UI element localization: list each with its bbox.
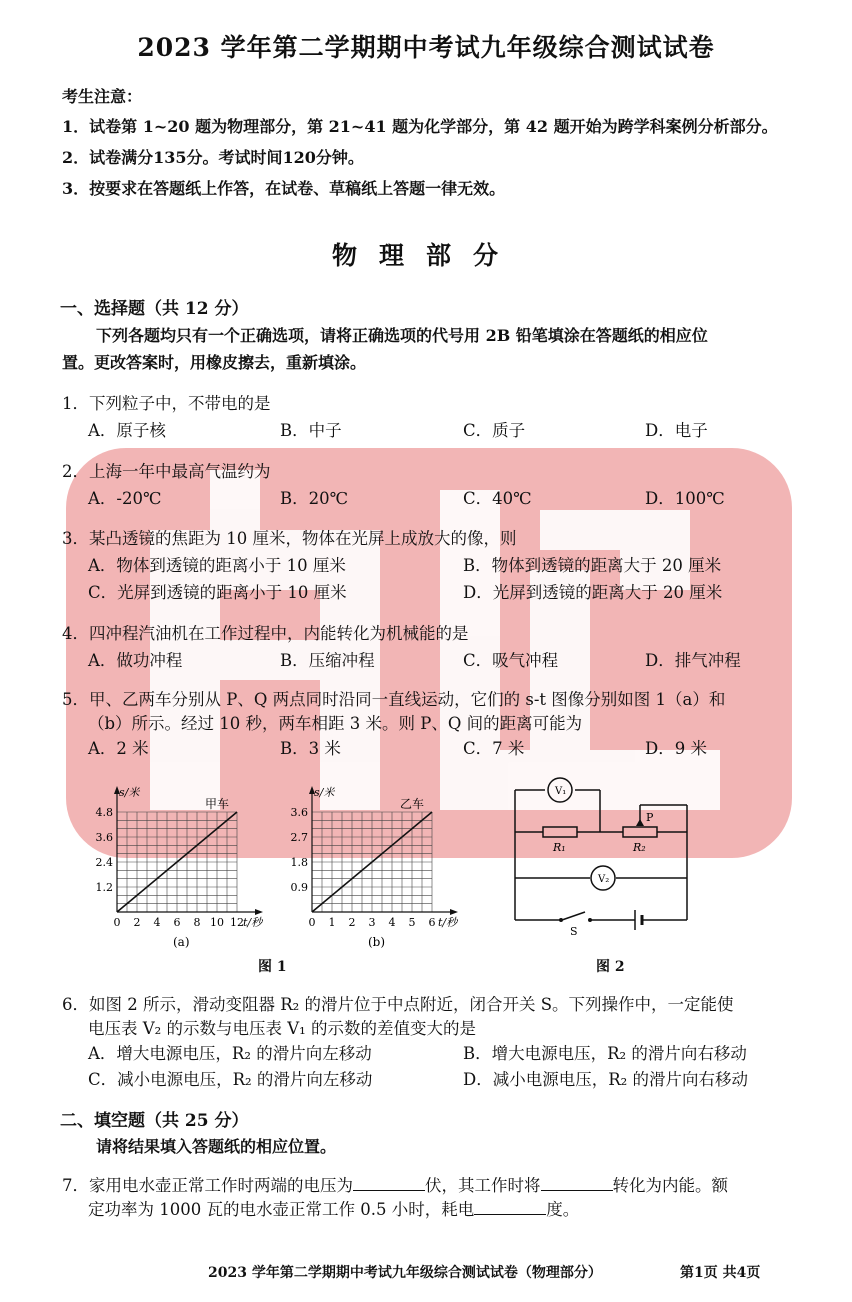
part2-heading: 二、填空题（共 25 分） (60, 1111, 249, 1131)
y-axis-label: s/米 (314, 786, 335, 799)
question-4-option-d: D．排气冲程 (645, 651, 741, 670)
question-2-stem: 2．上海一年中最高气温约为 (62, 462, 271, 481)
question-7-text-a: 7．家用电水壶正常工作时两端的电压为 (62, 1176, 353, 1195)
x-tick-label: 1 (328, 916, 336, 929)
question-7-line1 (62, 1172, 728, 1196)
answer-blank-2[interactable] (541, 1176, 613, 1191)
question-7-text-e: 度。 (546, 1200, 580, 1219)
question-3-option-c: C．光屏到透镜的距离小于 10 厘米 (88, 583, 347, 602)
question-7-line2 (88, 1196, 579, 1220)
x-tick-label: 4 (153, 916, 161, 929)
question-7-text-b: 伏，其工作时将 (425, 1176, 541, 1195)
section-title: 物理部分 (331, 241, 520, 270)
part2-instruction: 请将结果填入答题纸的相应位置。 (96, 1137, 337, 1156)
y-tick-label: 1.8 (290, 856, 308, 869)
switch-s-icon (562, 912, 585, 920)
question-6-option-a: A．增大电源电压，R₂ 的滑片向左移动 (88, 1044, 372, 1063)
y-tick-label: 1.2 (95, 881, 113, 894)
footer-title: 2023 学年第二学期期中考试九年级综合测试试卷（物理部分） (208, 1265, 602, 1281)
x-tick-label: 2 (348, 916, 356, 929)
x-tick-label: 6 (428, 916, 436, 929)
x-axis-label: t/秒 (243, 916, 263, 929)
x-tick-label: 5 (408, 916, 416, 929)
notice-item-2: 2．试卷满分135分。考试时间120分钟。 (62, 148, 364, 167)
question-1-option-c: C．质子 (463, 421, 526, 440)
question-1-stem: 1．下列粒子中，不带电的是 (62, 394, 271, 413)
notice-item-3: 3．按要求在答题纸上作答，在试卷、草稿纸上答题一律无效。 (62, 179, 506, 198)
question-5-option-d: D．9 米 (645, 739, 707, 758)
question-1-option-a: A．原子核 (88, 421, 166, 440)
series-title: 甲车 (205, 797, 230, 811)
question-2-option-a: A．-20℃ (88, 489, 162, 508)
question-4-option-b: B．压缩冲程 (280, 651, 375, 670)
y-tick-label: 2.4 (95, 856, 113, 869)
notice-item-1: 1．试卷第 1~20 题为物理部分，第 21~41 题为化学部分，第 42 题开始为跨学科案例分析部分。 (62, 117, 778, 136)
resistor-r1-icon (543, 827, 577, 837)
s-label: S (570, 925, 578, 938)
v1-label: V₁ (555, 786, 567, 797)
x-tick-label: 8 (193, 916, 201, 929)
figure-2-circuit (505, 775, 705, 940)
question-4-option-c: C．吸气冲程 (463, 651, 559, 670)
series-title: 乙车 (400, 797, 425, 811)
x-tick-label: 10 (210, 916, 224, 929)
part1-heading: 一、选择题（共 12 分） (60, 299, 249, 319)
question-3-stem: 3．某凸透镜的焦距为 10 厘米，物体在光屏上成放大的像，则 (62, 529, 517, 548)
chart-caption: (a) (173, 935, 190, 949)
chart-caption: (b) (368, 935, 386, 949)
x-axis-arrow (450, 909, 458, 915)
question-5-stem: 5．甲、乙两车分别从 P、Q 两点同时沿同一直线运动，它们的 s-t 图像分别如图 1（a）和 (62, 690, 726, 709)
question-6-option-b: B．增大电源电压，R₂ 的滑片向右移动 (463, 1044, 747, 1063)
rheostat-r2-icon (623, 827, 657, 837)
x-axis-label: t/秒 (438, 916, 458, 929)
part1-instruction-line1: 下列各题均只有一个正确选项，请将正确选项的代号用 2B 铅笔填涂在答题纸的相应位 (96, 326, 708, 345)
question-4-option-a: A．做功冲程 (88, 651, 183, 670)
y-axis-label: s/米 (119, 786, 140, 799)
y-tick-label: 4.8 (95, 806, 113, 819)
x-tick-label: 3 (368, 916, 376, 929)
question-6-stem: 6．如图 2 所示，滑动变阻器 R₂ 的滑片位于中点附近，闭合开关 S。下列操作中，一定能使 (62, 995, 734, 1014)
question-2-option-c: C．40℃ (463, 489, 532, 508)
question-6-option-d: D．减小电源电压，R₂ 的滑片向右移动 (463, 1070, 749, 1089)
x-tick-label: 0 (113, 916, 121, 929)
x-tick-label: 4 (388, 916, 396, 929)
x-tick-label: 6 (173, 916, 181, 929)
question-6-stem-line2: 电压表 V₂ 的示数与电压表 V₁ 的示数的差值变大的是 (88, 1019, 477, 1038)
y-tick-label: 3.6 (95, 831, 113, 844)
question-7-text-c: 转化为内能。额 (612, 1176, 728, 1195)
question-5-stem-line2: （b）所示。经过 10 秒，两车相距 3 米。则 P、Q 间的距离可能为 (88, 714, 583, 733)
question-4-stem: 4．四冲程汽油机在工作过程中，内能转化为机械能的是 (62, 624, 469, 643)
x-tick-label: 12 (230, 916, 244, 929)
footer-page-number: 第1页 共4页 (680, 1265, 761, 1281)
answer-blank-3[interactable] (474, 1200, 546, 1215)
question-1-option-d: D．电子 (645, 421, 708, 440)
part1-instruction-line2: 置。更改答案时，用橡皮擦去，重新填涂。 (62, 353, 367, 372)
x-tick-label: 0 (308, 916, 316, 929)
figure-2-label: 图 2 (596, 959, 625, 975)
question-5-option-c: C．7 米 (463, 739, 525, 758)
y-tick-label: 0.9 (290, 881, 308, 894)
question-5-option-a: A．2 米 (88, 739, 149, 758)
r1-label: R₁ (553, 841, 566, 854)
y-tick-label: 2.7 (290, 831, 308, 844)
question-3-option-a: A．物体到透镜的距离小于 10 厘米 (88, 556, 346, 575)
question-3-option-b: B．物体到透镜的距离大于 20 厘米 (463, 556, 722, 575)
question-3-option-d: D．光屏到透镜的距离大于 20 厘米 (463, 583, 723, 602)
notice-heading: 考生注意： (62, 87, 143, 106)
y-tick-label: 3.6 (290, 806, 308, 819)
x-axis-arrow (255, 909, 263, 915)
question-7-text-d: 定功率为 1000 瓦的电水壶正常工作 0.5 小时，耗电 (88, 1200, 475, 1219)
figure-1-label: 图 1 (258, 959, 287, 975)
answer-blank-1[interactable] (353, 1176, 425, 1191)
v2-label: V₂ (598, 874, 610, 885)
question-1-option-b: B．中子 (280, 421, 342, 440)
exam-title: 2023 学年第二学期期中考试九年级综合测试试卷 (137, 33, 715, 62)
p-label: P (646, 811, 654, 824)
question-5-option-b: B．3 米 (280, 739, 341, 758)
x-tick-label: 2 (133, 916, 141, 929)
question-2-option-b: B．20℃ (280, 489, 349, 508)
question-2-option-d: D．100℃ (645, 489, 725, 508)
figure-1a-chart (85, 780, 275, 955)
r2-label: R₂ (633, 841, 646, 854)
question-6-option-c: C．减小电源电压，R₂ 的滑片向左移动 (88, 1070, 373, 1089)
figure-1b-chart (280, 780, 470, 955)
